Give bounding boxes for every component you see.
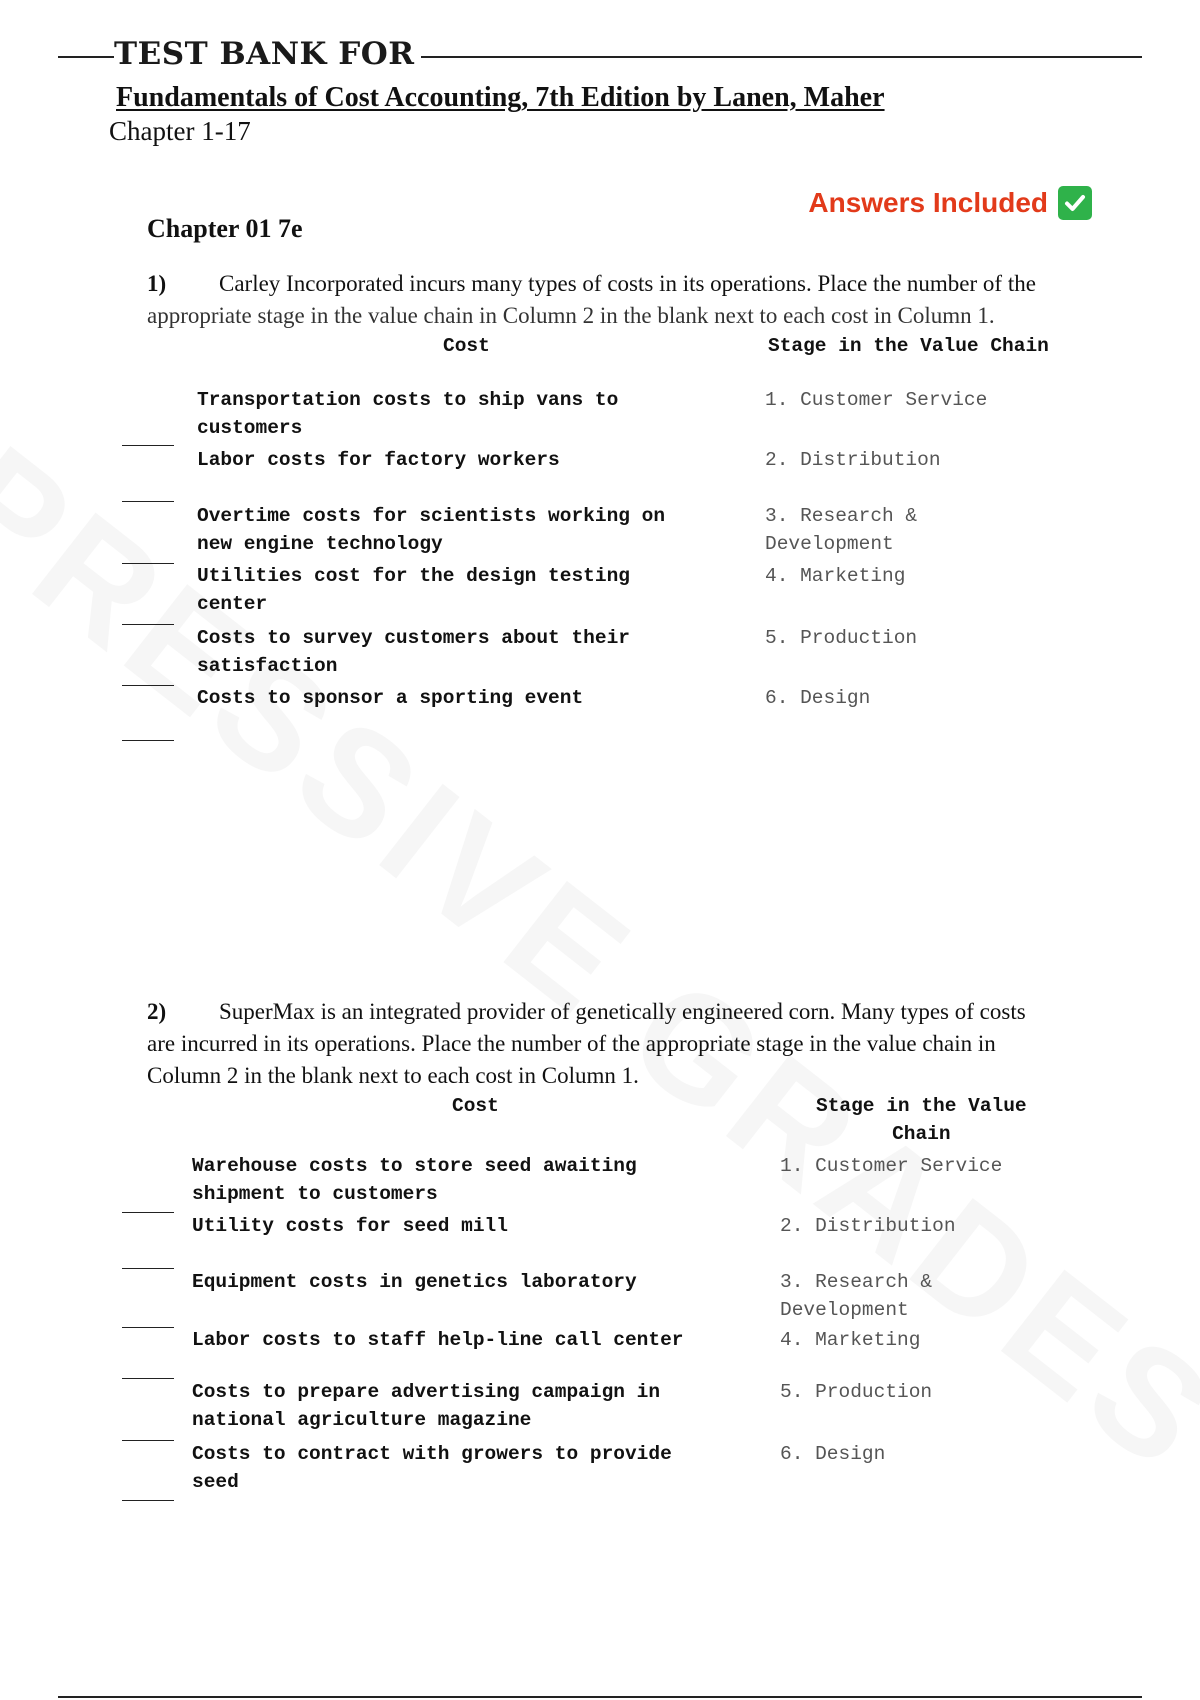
- answer-blank[interactable]: [122, 501, 174, 502]
- cost-item-line: satisfaction: [197, 655, 338, 677]
- cost-item: [192, 1440, 672, 1496]
- cost-item-line: Labor costs for factory workers: [197, 449, 560, 471]
- value-chain-stage-line: 1. Customer Service: [780, 1155, 1003, 1177]
- value-chain-stage: [780, 1268, 932, 1324]
- answer-blank[interactable]: [122, 1268, 174, 1269]
- answer-blank[interactable]: [122, 445, 174, 446]
- value-chain-stage-line: Development: [765, 533, 894, 555]
- column-header-stage: [816, 1092, 1027, 1148]
- question-number: 2): [147, 999, 167, 1024]
- value-chain-stage-line: 1. Customer Service: [765, 389, 988, 411]
- answer-blank[interactable]: [122, 1212, 174, 1213]
- cost-item: [192, 1378, 660, 1434]
- cost-item: [197, 446, 560, 474]
- footer-rule: [58, 1696, 1142, 1698]
- question-2-text: [147, 996, 1107, 1092]
- value-chain-stage-line: 6. Design: [780, 1443, 886, 1465]
- value-chain-stage: [780, 1440, 885, 1468]
- value-chain-stage-line: 4. Marketing: [765, 565, 906, 587]
- test-bank-title: TEST BANK FOR: [114, 36, 421, 72]
- cost-item-line: Utility costs for seed mill: [192, 1215, 508, 1237]
- answer-blank[interactable]: [122, 685, 174, 686]
- value-chain-stage: [765, 684, 870, 712]
- column-header-cost: Cost: [443, 335, 490, 357]
- cost-item-line: shipment to customers: [192, 1183, 438, 1205]
- value-chain-stage: [780, 1212, 956, 1240]
- cost-item-line: Costs to contract with growers to provide: [192, 1443, 672, 1465]
- cost-item-line: Costs to sponsor a sporting event: [197, 687, 584, 709]
- value-chain-stage-line: 5. Production: [765, 627, 918, 649]
- question-text-line: Column 2 in the blank next to each cost in Column 1.: [147, 1063, 639, 1088]
- cost-item: [192, 1152, 637, 1208]
- answer-blank[interactable]: [122, 1378, 174, 1379]
- cost-item: [192, 1212, 508, 1240]
- cost-item-line: Warehouse costs to store seed awaiting: [192, 1155, 637, 1177]
- value-chain-stage: [780, 1378, 932, 1406]
- cost-item-line: national agriculture magazine: [192, 1409, 532, 1431]
- question-1-text: [147, 268, 1107, 332]
- answer-blank[interactable]: [122, 1440, 174, 1441]
- value-chain-stage: [765, 562, 905, 590]
- answer-blank[interactable]: [122, 1327, 174, 1328]
- value-chain-stage-line: 3. Research &: [780, 1271, 933, 1293]
- value-chain-stage: [765, 386, 987, 414]
- cost-item-line: seed: [192, 1471, 239, 1493]
- cost-item: [197, 624, 630, 680]
- column-header-stage: Stage in the Value Chain: [768, 335, 1049, 357]
- value-chain-stage-line: 5. Production: [780, 1381, 933, 1403]
- question-number: 1): [147, 271, 167, 296]
- cost-item: [197, 386, 618, 442]
- cost-item-line: center: [197, 593, 268, 615]
- cost-item-line: Equipment costs in genetics laboratory: [192, 1271, 637, 1293]
- check-mark-icon: [1058, 186, 1092, 220]
- cost-item: [197, 684, 583, 712]
- answers-included-text: Answers Included: [808, 187, 1048, 218]
- book-title: Fundamentals of Cost Accounting, 7th Edition by Lanen, Maher: [116, 82, 885, 113]
- cost-item-line: new engine technology: [197, 533, 443, 555]
- question-text-line: are incurred in its operations. Place the number of the appropriate stage in the value chain in: [147, 1031, 996, 1056]
- answers-included-badge: [808, 186, 1092, 220]
- chapter-heading: Chapter 01 7e: [147, 214, 303, 243]
- cost-item: [192, 1268, 637, 1296]
- cost-item-line: Overtime costs for scientists working on: [197, 505, 666, 527]
- cost-item: [197, 502, 665, 558]
- answer-blank[interactable]: [122, 563, 174, 564]
- value-chain-stage: [765, 502, 917, 558]
- question-text-line: Carley Incorporated incurs many types of costs in its operations. Place the number of the: [219, 271, 1036, 296]
- column-header-line: Stage in the Value: [816, 1095, 1027, 1117]
- cost-item-line: Costs to prepare advertising campaign in: [192, 1381, 661, 1403]
- value-chain-stage: [765, 446, 941, 474]
- value-chain-stage: [765, 624, 917, 652]
- value-chain-stage: [780, 1326, 920, 1354]
- value-chain-stage-line: 4. Marketing: [780, 1329, 921, 1351]
- value-chain-stage-line: 6. Design: [765, 687, 871, 709]
- value-chain-stage: [780, 1152, 1002, 1180]
- value-chain-stage-line: 2. Distribution: [780, 1215, 956, 1237]
- answer-blank[interactable]: [122, 624, 174, 625]
- cost-item-line: Utilities cost for the design testing: [197, 565, 630, 587]
- question-text-line: SuperMax is an integrated provider of genetically engineered corn. Many types of costs: [219, 999, 1026, 1024]
- cost-item: [192, 1326, 683, 1354]
- value-chain-stage-line: 3. Research &: [765, 505, 918, 527]
- answer-blank[interactable]: [122, 1500, 174, 1501]
- cost-item-line: Labor costs to staff help-line call center: [192, 1329, 684, 1351]
- cost-item-line: Transportation costs to ship vans to: [197, 389, 619, 411]
- question-text-line: appropriate stage in the value chain in Column 2 in the blank next to each cost in Column 1.: [147, 303, 995, 328]
- cost-item: [197, 562, 630, 618]
- answer-blank[interactable]: [122, 740, 174, 741]
- column-header-line: Chain: [892, 1123, 951, 1145]
- cost-item-line: customers: [197, 417, 303, 439]
- chapter-range: Chapter 1-17: [109, 116, 251, 146]
- column-header-cost: Cost: [452, 1095, 499, 1117]
- value-chain-stage-line: Development: [780, 1299, 909, 1321]
- cost-item-line: Costs to survey customers about their: [197, 627, 630, 649]
- value-chain-stage-line: 2. Distribution: [765, 449, 941, 471]
